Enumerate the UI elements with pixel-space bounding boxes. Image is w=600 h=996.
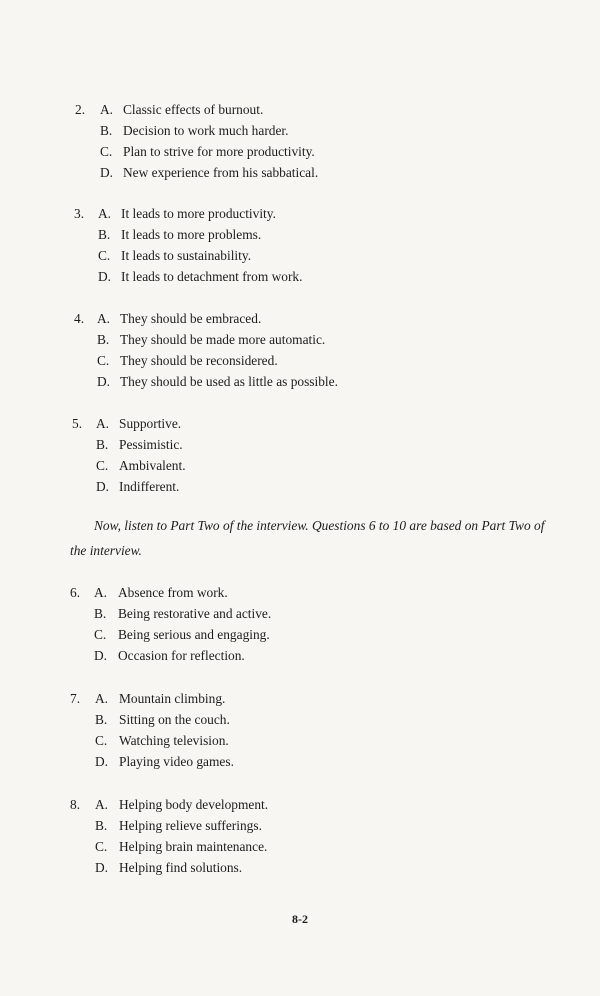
option-text: Watching television.	[119, 733, 229, 748]
question-number: 6.	[70, 585, 81, 600]
option-letter: C.	[95, 839, 108, 854]
option-letter: D.	[100, 165, 114, 180]
option-letter: C.	[100, 144, 113, 159]
option-text: Sitting on the couch.	[119, 712, 230, 727]
question-row	[75, 100, 475, 120]
question-row	[72, 414, 472, 434]
option-text: Absence from work.	[118, 585, 228, 600]
option-row	[95, 837, 495, 857]
option-letter: D.	[98, 269, 112, 284]
option-text: They should be embraced.	[120, 311, 262, 326]
option-text: It leads to more productivity.	[121, 206, 276, 221]
option-text: Occasion for reflection.	[118, 648, 245, 663]
option-letter: D.	[95, 860, 109, 875]
option-row	[95, 731, 495, 751]
page-number: 8-2	[292, 912, 308, 926]
option-letter: A.	[98, 206, 112, 221]
question-number: 4.	[74, 311, 85, 326]
option-letter: B.	[94, 606, 107, 621]
option-row	[97, 372, 517, 392]
option-row	[98, 246, 498, 266]
option-row	[98, 225, 498, 245]
option-text: They should be used as little as possible.	[120, 374, 338, 389]
option-text: Supportive.	[119, 416, 182, 431]
option-letter: D.	[94, 648, 108, 663]
question-row	[70, 583, 470, 603]
option-text: Being serious and engaging.	[118, 627, 270, 642]
question-row	[74, 204, 474, 224]
option-letter: B.	[100, 123, 113, 138]
option-text: It leads to more problems.	[121, 227, 262, 242]
option-letter: D.	[96, 479, 110, 494]
option-letter: A.	[94, 585, 108, 600]
option-row	[96, 477, 496, 497]
option-letter: A.	[96, 416, 110, 431]
question-number: 2.	[75, 102, 86, 117]
option-letter: C.	[97, 353, 110, 368]
option-text: Helping find solutions.	[119, 860, 243, 875]
option-letter: B.	[95, 712, 108, 727]
option-text: It leads to detachment from work.	[121, 269, 303, 284]
option-letter: A.	[97, 311, 111, 326]
option-letter: C.	[96, 458, 109, 473]
option-text: Mountain climbing.	[119, 691, 226, 706]
option-text: Decision to work much harder.	[123, 123, 289, 138]
option-text: Ambivalent.	[119, 458, 186, 473]
option-row	[95, 710, 495, 730]
option-text: Pessimistic.	[119, 437, 183, 452]
option-text: Helping brain maintenance.	[119, 839, 268, 854]
option-row	[95, 752, 495, 772]
option-row	[94, 646, 494, 666]
option-text: Being restorative and active.	[118, 606, 272, 621]
option-text: Plan to strive for more productivity.	[123, 144, 315, 159]
option-row	[100, 163, 500, 183]
option-letter: B.	[97, 332, 110, 347]
option-text: New experience from his sabbatical.	[123, 165, 319, 180]
option-row	[97, 351, 517, 371]
option-row	[96, 456, 496, 476]
option-row	[96, 435, 496, 455]
question-row	[70, 689, 470, 709]
option-row	[94, 625, 494, 645]
part-two-instruction: Now, listen to Part Two of the interview. Questions 6 to 10 are based on Part Two of the interview.	[70, 518, 545, 558]
option-row	[94, 604, 494, 624]
option-text: They should be made more automatic.	[120, 332, 326, 347]
option-letter: C.	[98, 248, 111, 263]
option-text: Playing video games.	[119, 754, 234, 769]
question-row	[74, 309, 494, 329]
option-text: They should be reconsidered.	[120, 353, 278, 368]
option-text: Helping body development.	[119, 797, 269, 812]
option-letter: B.	[96, 437, 109, 452]
question-number: 3.	[74, 206, 85, 221]
option-text: It leads to sustainability.	[121, 248, 252, 263]
option-letter: D.	[95, 754, 109, 769]
option-letter: A.	[100, 102, 114, 117]
option-row	[95, 858, 495, 878]
question-row	[70, 795, 470, 815]
option-text: Indifferent.	[119, 479, 180, 494]
option-text: Classic effects of burnout.	[123, 102, 264, 117]
option-row	[97, 330, 517, 350]
option-letter: A.	[95, 797, 109, 812]
option-letter: A.	[95, 691, 109, 706]
question-number: 7.	[70, 691, 81, 706]
option-row	[100, 121, 500, 141]
option-letter: B.	[98, 227, 111, 242]
option-row	[100, 142, 500, 162]
question-number: 8.	[70, 797, 81, 812]
option-row	[95, 816, 495, 836]
option-letter: C.	[95, 733, 108, 748]
option-letter: B.	[95, 818, 108, 833]
option-letter: C.	[94, 627, 107, 642]
option-text: Helping relieve sufferings.	[119, 818, 262, 833]
question-number: 5.	[72, 416, 83, 431]
option-row	[98, 267, 498, 287]
option-letter: D.	[97, 374, 111, 389]
